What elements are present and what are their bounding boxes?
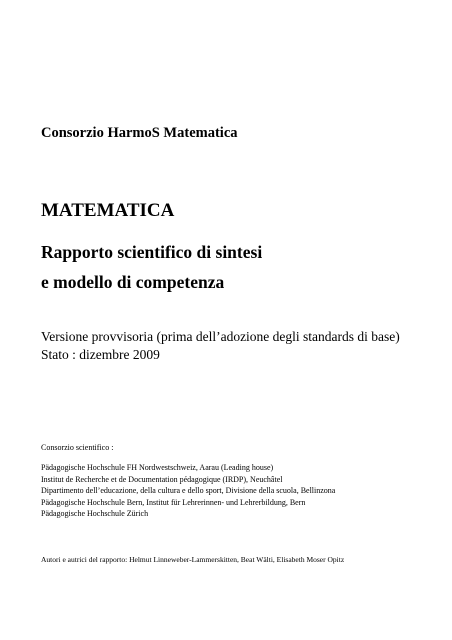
scientific-consortium-label: Consorzio scientifico : xyxy=(41,443,114,452)
document-title: MATEMATICA xyxy=(41,200,175,221)
consortium-member: Pädagogische Hochschule Zürich xyxy=(41,509,149,518)
consortium-members-list xyxy=(41,462,335,520)
subtitle-line-2: e modello di competenza xyxy=(41,272,225,292)
consortium-member: Pädagogische Hochschule Bern, Institut für Lehrerinnen- und Lehrerbildung, Bern xyxy=(41,497,306,507)
consortium-member: Dipartimento dell’educazione, della cultura e dello sport, Divisione della scuola, Bellinzona xyxy=(41,486,336,495)
version-note: Versione provvisoria (prima dell’adozione degli standards di base) xyxy=(41,329,400,344)
subtitle-line-1: Rapporto scientifico di sintesi xyxy=(41,242,263,262)
consortium-member: Institut de Recherche et de Documentation pédagogique (IRDP), Neuchâtel xyxy=(41,474,283,484)
status-date: Stato : dizembre 2009 xyxy=(41,347,160,362)
consortium-name: Consorzio HarmoS Matematica xyxy=(41,125,238,141)
authors-line: Autori e autrici del rapporto: Helmut Linneweber-Lammerskitten, Beat Wälti, Elisabeth Moser Opitz xyxy=(41,555,345,564)
consortium-member: Pädagogische Hochschule FH Nordwestschweiz, Aarau (Leading house) xyxy=(41,463,274,472)
